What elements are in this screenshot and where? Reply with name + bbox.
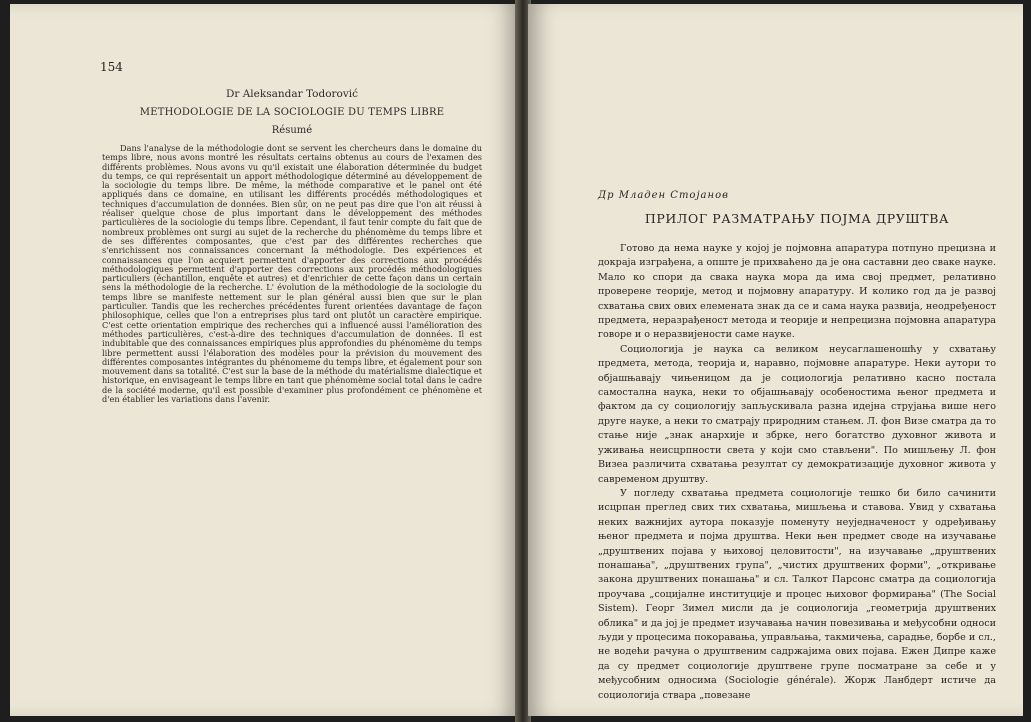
right-page: [528, 4, 1023, 716]
right-author: Др Младен Стојанов: [598, 190, 729, 201]
page-number: 154: [100, 60, 123, 74]
left-author: Dr Aleksandar Todorović: [225, 88, 359, 100]
body-paragraph-3: У погледу схватања предмета социологије тешко би било сачинити исцрпан преглед свих тих схватања, мишљења и ставова. Увид у схватања неких важнијих аутора показује поменуту неуједначеност у одређивању њеног предмета и појма друштва. Неки њен предмет своде на изучавање „друштвених појава у њиховој целовитости", на изучавање „друштвених понашања", „друштвених група", „чистих друштвених форми", „откривање закона друштвених понашања" и сл. Талкот Парсонс сматра да социологија проучава „социјалне институције и процес њиховог формирања" (The Social Sistem). Георг Зимел мисли да је социологија „геометрија друштвених облика" и да јој је предмет изучавања начин повезивања и међусобни односи људи у процесима покоравања, управљања, такмичења, сарадње, борбе и сл., не водећи рачуна о друштвеним садржајима ових појава. Ежен Дипре каже да су предмет социологије друштвене групе посматране за себе и у међусобним односима (Sociologie générale). Жорж Ланбдерт истиче да социологија ствара „повезане: [598, 487, 996, 701]
left-subtitle: Résumé: [271, 125, 313, 136]
left-title: METHODOLOGIE DE LA SOCIOLOGIE DU TEMPS LIBRE: [139, 107, 445, 118]
right-page-content: [598, 190, 996, 703]
left-page: [10, 4, 518, 716]
right-title: ПРИЛОГ РАЗМАТРАЊУ ПОЈМА ДРУШТВА: [644, 211, 950, 226]
body-paragraph-2: Социологија је наука са великом неусаглашеношћу у схватању предмета, метода, теорија и, наравно, појмовне апаратуре. Неки аутори то објашњавају чињеницом да је социологија релативно касно постала самостална наука, неки то објашњавају особеностима њеног предмета и фактом да су социологију запљускивала разна идејна струјања више него друге науке, а неки то сматрају природним стањем. Л. фон Визе сматра да то стање није „знак анархије и збрке, него богатство духовног живота и уживања неисцрпности света у који смо стављени". По мишљењу Л. фон Визеа различита схватања резултат су демократизације духовног живота у савременом друштву.: [598, 343, 996, 485]
resume-paragraph: Dans l'analyse de la méthodologie dont se servent les chercheurs dans le domaine du temps libre, nous avons montré les résultats certains obtenus au cours de l'examen des différents problèmes. Nous avons vu qu'il existait une élaboration déterminée du budget du temps, ce qui représentait un apport méthodologique déterminé au développement de la sociologie du temps libre. De même, la méthode comparative et le panel ont été appliqués dans ce domaine, en utilisant les différents procédés méthodologiques et techniques d'accumulation de données. Bien sûr, on ne peut pas dire que l'on ait réussi à réaliser quelque chose de plus important dans le développement des méthodes particulières de la sociologie du temps libre. Cependant, il faut tenir compte du fait que de nombreux problèmes ont surgi au sujet de la recherche du phénomème du temps libre et de ses différentes composantes, que c'est par des différentes recherches que s'enrichissent nos connaissances concernant la méthodologie. Des expériences et connaissances que l'on acquiert permettent d'apporter des corrections aux procédés méthodologiques permettent d'apporter des corrections aux procédés méthodologiques particuliers (échantillon, enquête et autres) et d'enrichier de cette façon dans un certain sens la méthodologie de la recherche. L' évolution de la méthodologie de la sociologie du temps libre se manifeste nettement sur le plan général aussi bien que sur le plan particulier. Tandis que les recherches précédentes furent orientées davantage de façon philosophique, celles que l'on a entreprises plus tard ont plutôt un caractère empirique. C'est cette orientation empirique des recherches qui a influencé aussi l'amélioration des méthodes particulières, c'est-à-dire des techniques d'accumulation de données. Il est indubitable que des connaissances empiriques plus approfondies du phénomème du temps libre permettent aussi l'élaboration des modèles pour la prévision du mouvement des différentes composantes intégrantes du phénomeme du temps libre, et également pour son mouvement dans sa totalité. C'est sur la base de la méthode du matérialisme dialectique et historique, en envisageant le temps libre en tant que phénomème social total dans le cadre de la société moderne, qu'il est possible d'examiner plus profondément ce phénomène et d'en établier les variations dans l'avenir.: [102, 143, 482, 405]
left-page-content: [102, 88, 482, 404]
body-paragraph-1: Готово да нема науке у којој је појмовна апаратура потпуно прецизна и докраја изграђена, а опште је прихваћено да је она саставни део сваке науке. Мало ко спори да свака наука мора да има свој предмет, релативно проверене теорије, метод и појмовну апаратуру. И колико год да је развој схватања свих ових елемената знак да се и сама наука развија, неодређеност предмета, неразрађеност метода и теорије и непрецизна појмовна апаратура говоре и о неразвијености саме науке.: [598, 243, 996, 341]
